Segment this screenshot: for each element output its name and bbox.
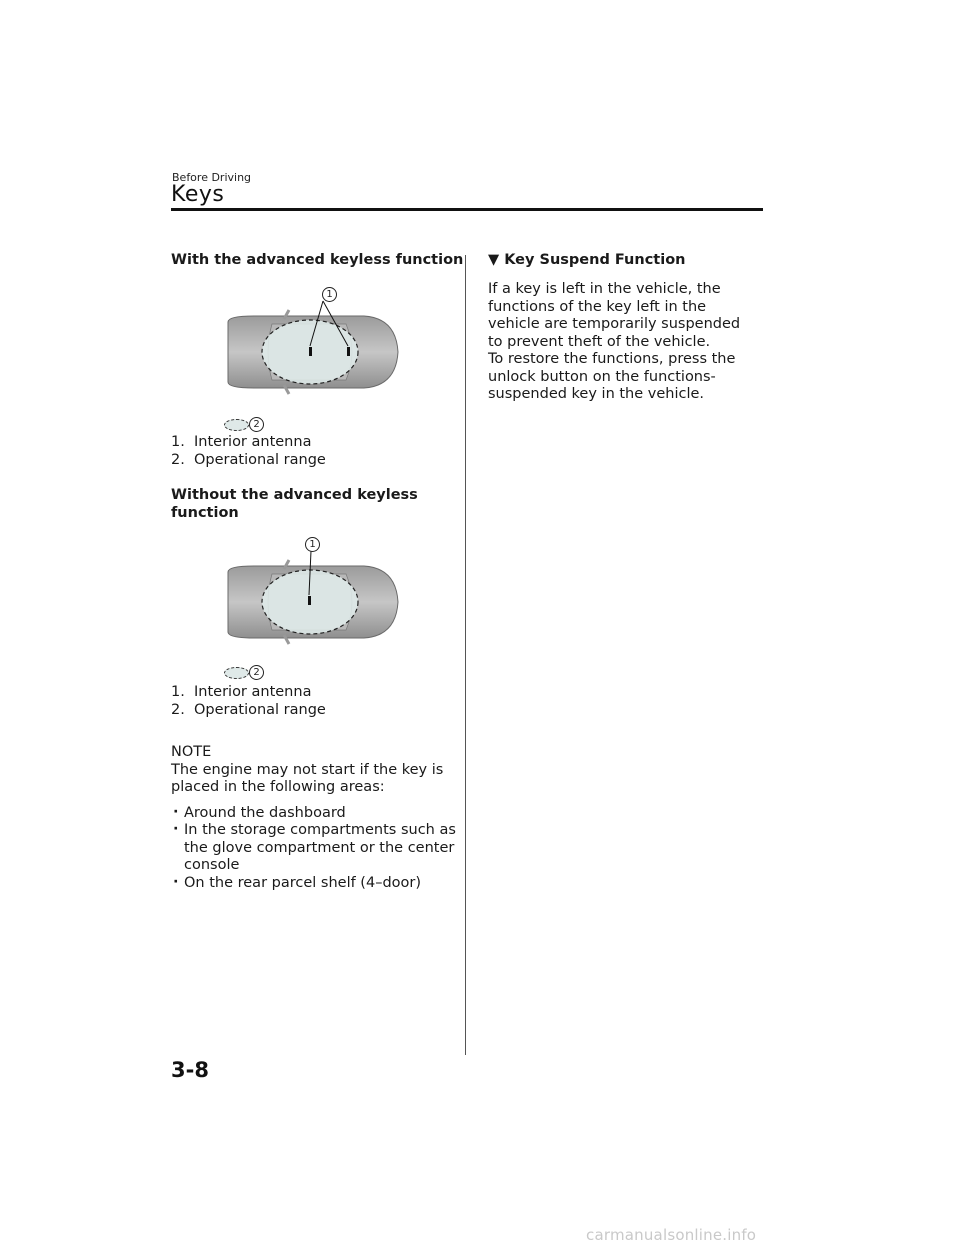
callout-2: 2 [249,417,264,432]
legend-item [171,452,461,470]
legend-label: Interior antenna [194,684,312,700]
callout-1: 1 [322,287,337,302]
legend-item [171,684,461,702]
legend-label: Operational range [194,701,326,718]
legend-label: Interior antenna [194,434,312,450]
key-suspend-heading: ▼ Key Suspend Function [488,252,686,268]
legend-figure-2 [171,684,461,719]
legend-number: 1. [171,434,185,450]
legend-number: 2. [171,451,185,468]
legend-figure-1 [171,434,461,469]
page-number: 3-8 [171,1058,209,1082]
callout-1: 1 [305,537,320,552]
legend-number: 1. [171,684,185,700]
callout-2: 2 [249,665,264,680]
legend-item [171,434,461,452]
key-suspend-body: If a key is left in the vehicle, the functions of the key left in the vehicle are temporarily suspended to prevent theft of the vehicle. To restore the functions, press the unlock button on the functions-suspended key in the vehicle. [488,281,741,402]
heading-with-advanced-keyless: With the advanced keyless function [171,252,464,268]
legend-label: Operational range [194,451,326,468]
interior-antenna-marker-front [309,347,312,356]
note-block [171,744,461,892]
note-list-item: · In the storage compartments such as the glove compartment or the center console [171,822,461,875]
note-list [171,805,461,893]
note-list-item: · Around the dashboard [171,805,461,823]
header-rule [171,208,763,211]
legend-item [171,702,461,720]
chapter-title: Keys [171,182,225,207]
note-text: The engine may not start if the key is placed in the following areas: [171,761,444,795]
interior-antenna-marker [308,596,311,605]
note-title: NOTE [171,744,212,760]
watermark: carmanualsonline.info [586,1226,757,1244]
heading-without-advanced-keyless: Without the advanced keyless function [171,487,418,521]
interior-antenna-marker-rear [347,347,350,356]
car-diagram-with-advanced-keyless [214,280,404,395]
column-divider [465,255,466,1055]
legend-number: 2. [171,701,185,718]
note-list-item: · On the rear parcel shelf (4–door) [171,875,461,893]
operational-range-symbol [224,667,249,679]
section-label: Before Driving [172,171,252,184]
operational-range-symbol [224,419,249,431]
